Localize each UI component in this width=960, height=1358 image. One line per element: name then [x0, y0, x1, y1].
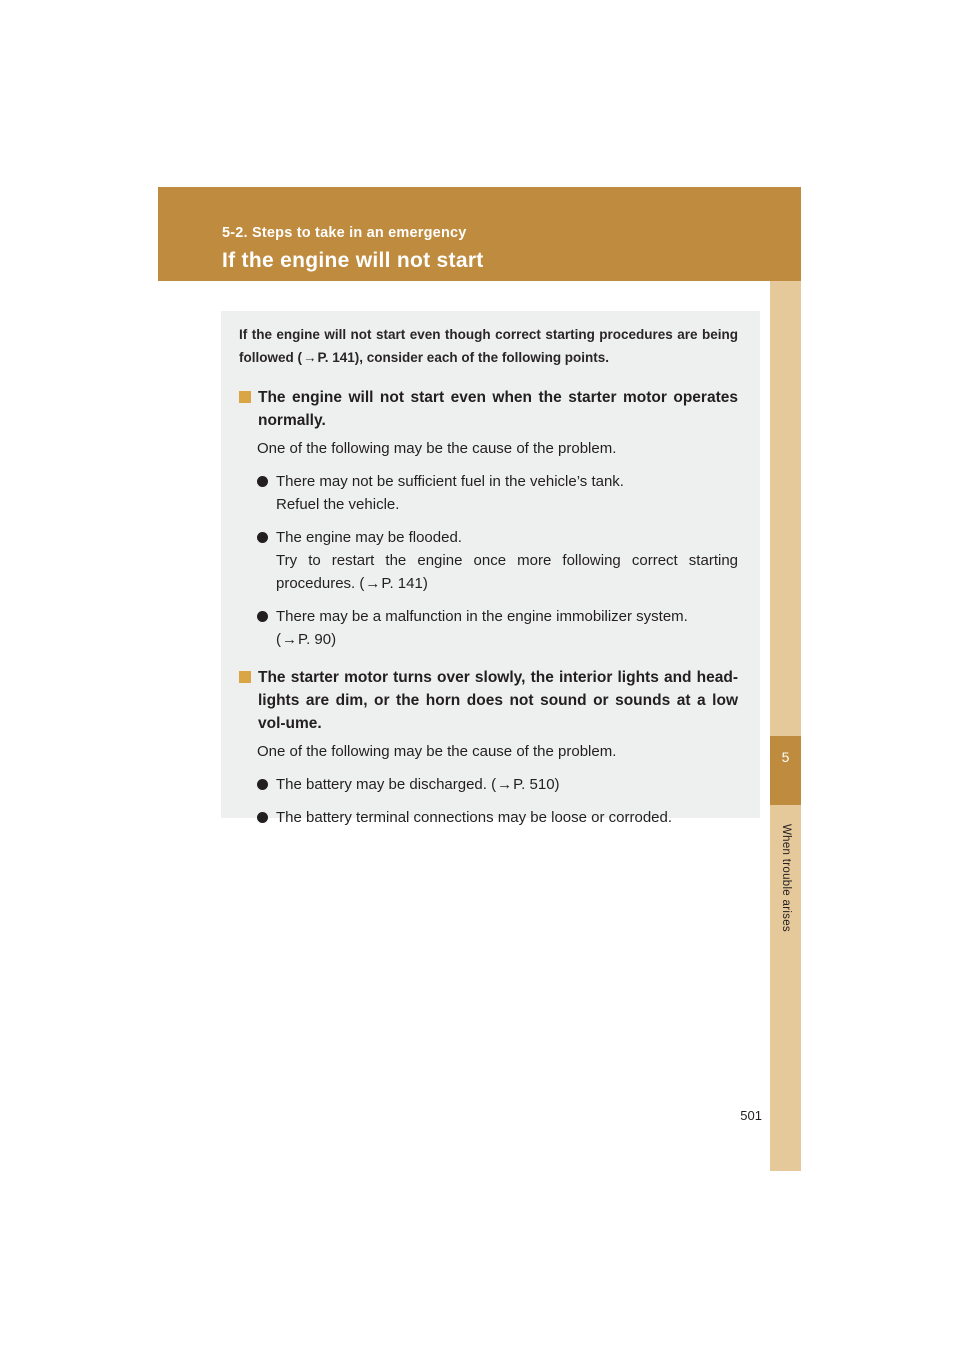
page-title: If the engine will not start [222, 249, 484, 272]
square-bullet-icon [239, 391, 251, 403]
list-item-text: The battery terminal connections may be loose or corroded. [276, 809, 673, 826]
content-box [221, 311, 760, 826]
section-lead: One of the following may be the cause of the problem. [257, 440, 617, 457]
arrow-icon: → [497, 776, 513, 793]
page-ref-link[interactable]: P. 90 [298, 631, 332, 648]
remedy-text-before: Try to restart the engine once more following correct starting procedures. ( [276, 552, 738, 592]
cause-list [239, 773, 738, 829]
section-starter-slow [239, 666, 738, 829]
bullet-icon [257, 812, 268, 823]
section-header-band [158, 187, 801, 281]
list-item [257, 773, 738, 796]
list-item [257, 470, 738, 516]
intro-text-before: If the engine will not start even though correct starting procedures are being followed ( [239, 327, 738, 365]
list-item [257, 526, 738, 595]
arrow-icon: → [303, 350, 317, 365]
list-item-body [276, 605, 738, 651]
chapter-tab[interactable] [770, 736, 801, 805]
arrow-icon: → [282, 631, 297, 648]
list-item-remedy [276, 549, 738, 595]
list-item-remedy: Refuel the vehicle. [276, 496, 400, 513]
list-item-body [276, 526, 738, 595]
arrow-icon: → [365, 575, 381, 592]
bullet-icon [257, 611, 268, 622]
section-heading: The engine will not start even when the starter motor operates normally. [258, 389, 738, 429]
item-text-before: The battery may be discharged. ( [276, 776, 497, 793]
page-number: 501 [740, 1108, 762, 1123]
intro-text-after: ), consider each of the following points. [354, 350, 610, 365]
ref-close: ) [331, 631, 337, 648]
page-ref-link[interactable]: P. 141 [317, 350, 355, 365]
ref-open: ( [276, 631, 281, 648]
list-item-text: The engine may be flooded. [276, 529, 462, 546]
bullet-icon [257, 779, 268, 790]
intro-paragraph [239, 323, 738, 369]
remedy-text-after: ) [422, 575, 428, 592]
page-ref-link[interactable]: P. 141 [381, 575, 423, 592]
section-heading: The starter motor turns over slowly, the interior lights and head-lights are dim, or the horn does not sound or sounds at a low vol-ume. [258, 669, 738, 732]
list-item-body [276, 773, 738, 796]
cause-list [239, 470, 738, 651]
section-heading-row [239, 386, 738, 432]
list-item-body [276, 806, 738, 829]
bullet-icon [257, 532, 268, 543]
list-item [257, 605, 738, 651]
list-item-text: There may be a malfunction in the engine immobilizer system. [276, 608, 688, 625]
chapter-side-strip [770, 281, 801, 1171]
section-heading-row [239, 666, 738, 735]
section-starter-normal [239, 386, 738, 651]
chapter-number: 5 [781, 749, 790, 765]
item-text-after: ) [554, 776, 560, 793]
list-item-reference [276, 628, 738, 651]
section-label: 5-2. Steps to take in an emergency [222, 225, 467, 241]
page-ref-link[interactable]: P. 510 [513, 776, 555, 793]
bullet-icon [257, 476, 268, 487]
list-item-text: There may not be sufficient fuel in the vehicle’s tank. [276, 473, 624, 490]
list-item [257, 806, 738, 829]
list-item-text [276, 773, 738, 796]
section-lead: One of the following may be the cause of the problem. [257, 743, 617, 760]
list-item-body [276, 470, 738, 516]
square-bullet-icon [239, 671, 251, 683]
chapter-name: When trouble arises [780, 824, 792, 932]
